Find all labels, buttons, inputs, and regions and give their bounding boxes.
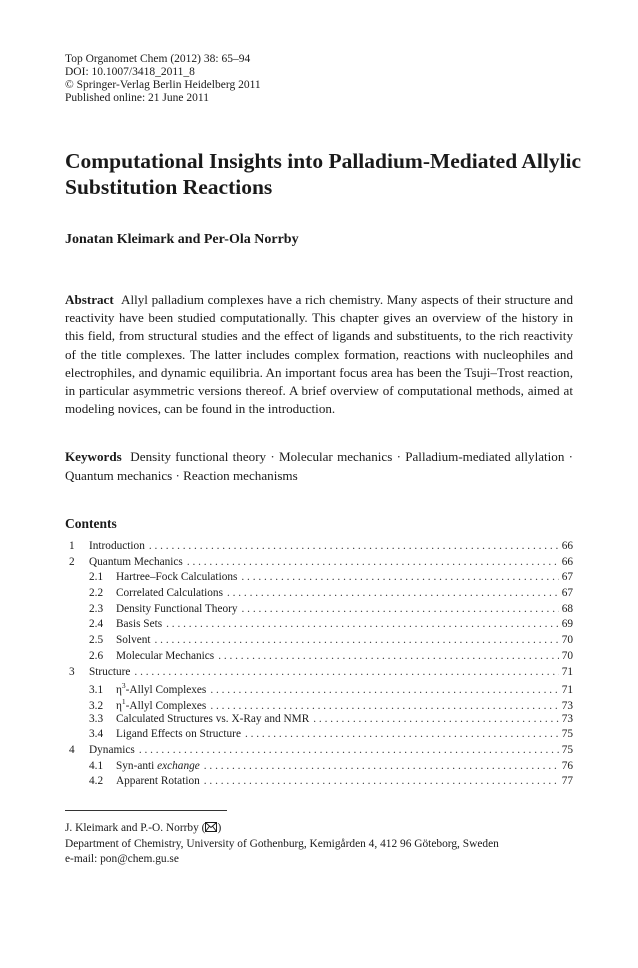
footnote-authors-text: J. Kleimark and P.-O. Norrby (	[65, 822, 206, 834]
toc-dot-leader	[245, 728, 559, 740]
toc-entry-number: 2.6	[89, 649, 104, 662]
toc-entry-title: Dynamics	[89, 743, 135, 756]
toc-entry-page: 75	[561, 743, 573, 756]
abstract-text: Allyl palladium complexes have a rich chemistry. Many aspects of their structure and reactivity have been studied computationally. This chapter gives an overview of the history in this field, from structural studies and the effect of ligands and substituents, to the rich reactivity of the title complexes. The latter includes complex formation, reactions with nucleophiles and electrophiles, and dynamic equilibria. An important focus area has been the Tsuji–Trost reaction, in particular asymmetric versions thereof. A brief overview of computational methods, aimed at modeling novices, can be found in the introduction.	[65, 292, 573, 417]
abstract	[65, 291, 573, 418]
toc-entry-page: 68	[561, 602, 573, 615]
toc-entry-page: 70	[561, 634, 573, 647]
toc-dot-leader	[227, 587, 559, 599]
toc-title-suffix: -Allyl Complexes	[125, 699, 207, 712]
toc-entry-page: 67	[561, 587, 573, 600]
toc-entry-number: 4.1	[89, 759, 104, 772]
toc-dot-leader	[166, 618, 559, 630]
toc-entry-title: Apparent Rotation	[116, 775, 200, 788]
toc-title-prefix: η	[116, 683, 122, 696]
toc-title-suffix: -Allyl Complexes	[125, 683, 207, 696]
affiliation: Department of Chemistry, University of Gothenburg, Kemigården 4, 412 96 Göteborg, Sweden	[65, 838, 499, 851]
toc-entry-number: 2.2	[89, 587, 104, 600]
footnote	[65, 821, 499, 868]
toc-entry[interactable]	[65, 681, 573, 697]
toc-entry[interactable]	[65, 760, 573, 776]
footnote-rule	[65, 810, 227, 811]
toc-entry[interactable]	[65, 587, 573, 603]
toc-entry-page: 76	[561, 759, 573, 772]
toc-title-superscript: 1	[121, 696, 126, 706]
toc-entry[interactable]	[65, 556, 573, 572]
email[interactable]: e-mail: pon@chem.gu.se	[65, 853, 179, 866]
toc-dot-leader	[210, 700, 558, 712]
toc-entry[interactable]	[65, 571, 573, 587]
published-date: Published online: 21 June 2011	[65, 92, 209, 104]
journal-citation: Top Organomet Chem (2012) 38: 65–94	[65, 53, 251, 65]
toc-entry-title: Solvent	[116, 634, 151, 647]
toc-dot-leader	[241, 571, 558, 583]
abstract-label: Abstract	[65, 292, 114, 307]
toc-entry-title	[116, 681, 210, 696]
table-of-contents	[65, 540, 573, 791]
toc-title-prefix: η	[116, 699, 122, 712]
toc-dot-leader	[218, 650, 559, 662]
toc-title-prefix: Syn-anti	[116, 759, 158, 772]
toc-entry-number: 3.1	[89, 683, 104, 696]
toc-entry-number: 2.3	[89, 602, 104, 615]
toc-entry-number: 1	[69, 540, 75, 552]
toc-entry[interactable]	[65, 618, 573, 634]
toc-entry-page: 71	[561, 665, 573, 678]
keywords	[65, 447, 573, 485]
toc-entry-title	[116, 697, 210, 712]
toc-entry-title: Basis Sets	[116, 618, 163, 631]
toc-entry-number: 3.4	[89, 728, 104, 741]
toc-entry-number: 2.5	[89, 634, 104, 647]
keywords-text: Density functional theory · Molecular mechanics · Palladium-mediated allylation · Quantum mechanics · Reaction mechanisms	[65, 449, 574, 483]
toc-entry[interactable]	[65, 650, 573, 666]
article-title: Computational Insights into Palladium-Mediated Allylic Substitution Reactions	[65, 149, 582, 199]
toc-entry[interactable]	[65, 697, 573, 713]
toc-entry-title: Correlated Calculations	[116, 587, 223, 600]
toc-dot-leader	[134, 666, 558, 678]
toc-dot-leader	[242, 603, 559, 615]
toc-entry-title: Molecular Mechanics	[116, 649, 215, 662]
authors: Jonatan Kleimark and Per-Ola Norrby	[65, 232, 299, 247]
toc-dot-leader	[204, 760, 559, 772]
toc-entry-number: 3	[69, 665, 75, 678]
toc-entry-title: Introduction	[89, 540, 145, 552]
toc-entry-number: 3.3	[89, 712, 104, 725]
toc-entry-title: Hartree–Fock Calculations	[116, 571, 238, 584]
contents-heading: Contents	[65, 516, 117, 531]
toc-entry-number: 4	[69, 743, 75, 756]
footnote-authors	[65, 821, 499, 837]
toc-entry-page: 73	[561, 699, 573, 712]
envelope-icon[interactable]	[205, 822, 217, 837]
toc-dot-leader	[155, 634, 559, 646]
footnote-authors-close: )	[217, 822, 222, 834]
toc-dot-leader	[313, 713, 558, 725]
toc-dot-leader	[210, 684, 558, 696]
toc-entry-number: 4.2	[89, 775, 104, 788]
toc-entry[interactable]	[65, 713, 573, 729]
keywords-label: Keywords	[65, 449, 122, 464]
toc-entry-title: Structure	[89, 665, 131, 678]
toc-entry-page: 69	[561, 618, 573, 631]
toc-entry-number: 2.1	[89, 571, 104, 584]
doi[interactable]: DOI: 10.1007/3418_2011_8	[65, 66, 195, 78]
toc-entry[interactable]	[65, 775, 573, 791]
toc-entry-page: 66	[561, 555, 573, 568]
toc-entry-page: 70	[561, 649, 573, 662]
toc-title-italic: exchange	[157, 759, 200, 772]
toc-entry-title: Calculated Structures vs. X-Ray and NMR	[116, 712, 310, 725]
toc-entry[interactable]	[65, 744, 573, 760]
toc-entry-title: Ligand Effects on Structure	[116, 728, 241, 741]
toc-dot-leader	[139, 744, 559, 756]
toc-entry[interactable]	[65, 540, 573, 556]
toc-entry[interactable]	[65, 666, 573, 682]
toc-entry[interactable]	[65, 634, 573, 650]
toc-dot-leader	[187, 556, 559, 568]
toc-entry-page: 66	[561, 540, 573, 552]
toc-entry-page: 75	[561, 728, 573, 741]
toc-entry-page: 73	[561, 712, 573, 725]
toc-dot-leader	[149, 540, 559, 552]
toc-entry-page: 67	[561, 571, 573, 584]
toc-entry-title: Density Functional Theory	[116, 602, 238, 615]
toc-entry-number: 3.2	[89, 699, 104, 712]
toc-entry-title	[116, 760, 204, 772]
publication-meta	[65, 53, 261, 105]
toc-title-superscript: 3	[121, 681, 126, 691]
toc-entry-number: 2.4	[89, 618, 104, 631]
toc-entry[interactable]	[65, 603, 573, 619]
toc-entry-number: 2	[69, 555, 75, 568]
toc-entry-page: 71	[561, 683, 573, 696]
toc-dot-leader	[204, 775, 559, 787]
copyright: © Springer-Verlag Berlin Heidelberg 2011	[65, 79, 261, 91]
toc-entry[interactable]	[65, 728, 573, 744]
toc-entry-page: 77	[561, 775, 573, 788]
toc-entry-title: Quantum Mechanics	[89, 555, 183, 568]
